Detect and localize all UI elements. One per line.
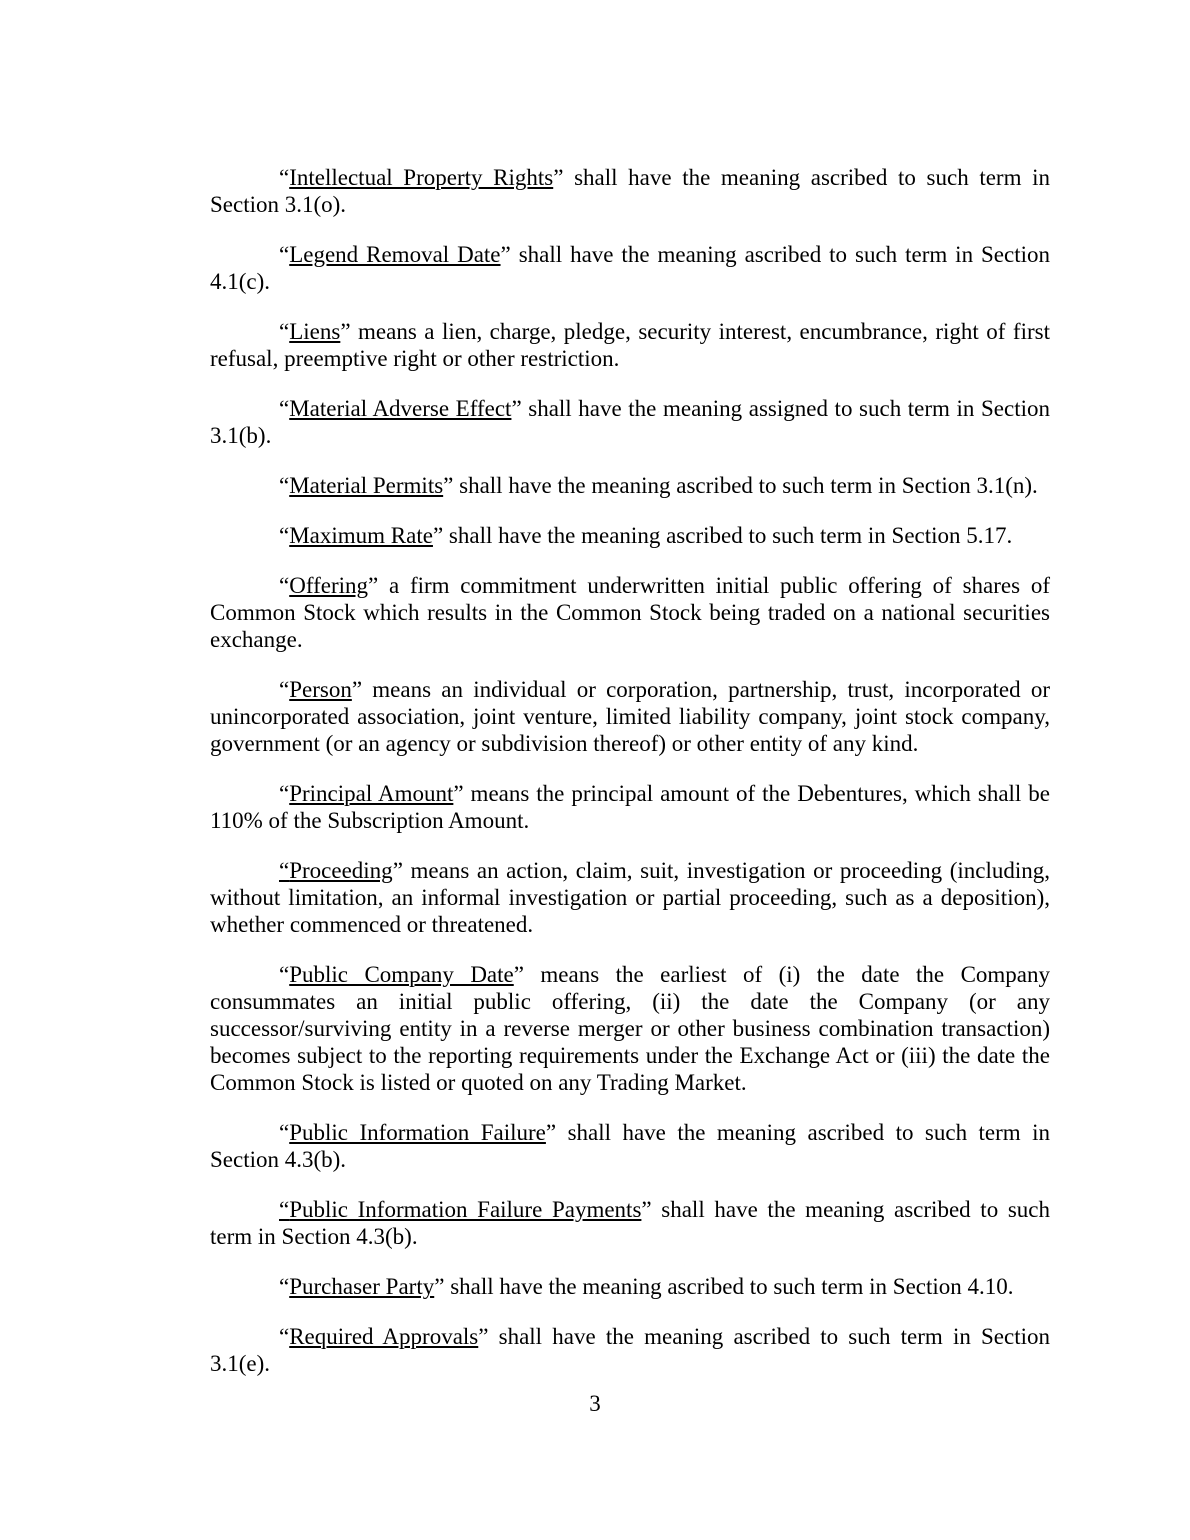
- definition-paragraph: [210, 572, 1050, 653]
- definition-paragraph: [210, 241, 1050, 295]
- definition-text: means an individual or corporation, partnership, trust, incorporated or unincorporated association, joint venture, limited liability company, joint stock company, government (or an agency or subdivision thereof) or other entity of any kind.: [210, 677, 1050, 756]
- definition-text: means an action, claim, suit, investigation or proceeding (including, without limitation, an informal investigation or partial proceeding, such as a deposition), whether commenced or threatened.: [210, 858, 1050, 937]
- open-quote: “: [279, 858, 290, 883]
- definition-text: shall have the meaning ascribed to such term in Section 3.1(o).: [210, 165, 1050, 217]
- open-quote: “: [279, 1197, 290, 1222]
- definition-text: a firm commitment underwritten initial public offering of shares of Common Stock which results in the Common Stock being traded on a national securities exchange.: [210, 573, 1050, 652]
- close-quote: ”: [545, 1120, 557, 1145]
- close-quote: ”: [340, 319, 351, 344]
- definition-paragraph: [210, 1119, 1050, 1173]
- definition-text: shall have the meaning ascribed to such term in Section 4.3(b).: [210, 1197, 1051, 1249]
- close-quote: ”: [511, 396, 522, 421]
- close-quote: ”: [443, 473, 454, 498]
- open-quote: “: [279, 1120, 290, 1145]
- definition-paragraph: [210, 1273, 1050, 1300]
- close-quote: ”: [392, 858, 403, 883]
- close-quote: ”: [500, 242, 511, 267]
- defined-term: Material Adverse Effect: [289, 396, 512, 421]
- open-quote: “: [279, 1324, 290, 1349]
- definition-text: means the principal amount of the Debentures, which shall be 110% of the Subscription Amount.: [210, 781, 1050, 833]
- definition-paragraph: [210, 1323, 1050, 1377]
- defined-term: Liens: [289, 319, 341, 344]
- page-number: 3: [589, 1391, 601, 1416]
- document-body: [210, 164, 1050, 1377]
- definition-text: shall have the meaning ascribed to such term in Section 3.1(e).: [210, 1324, 1050, 1376]
- close-quote: ”: [513, 962, 524, 987]
- defined-term: Public Company Date: [289, 962, 514, 987]
- definition-paragraph: [210, 472, 1050, 499]
- open-quote: “: [279, 1274, 290, 1299]
- defined-term: Legend Removal Date: [289, 242, 501, 267]
- open-quote: “: [279, 165, 290, 190]
- definition-text: shall have the meaning ascribed to such term in Section 4.3(b).: [210, 1120, 1050, 1172]
- close-quote: ”: [351, 677, 363, 702]
- close-quote: ”: [453, 781, 464, 806]
- open-quote: “: [279, 677, 290, 702]
- definition-paragraph: [210, 395, 1050, 449]
- open-quote: “: [279, 319, 290, 344]
- defined-term: Offering: [289, 573, 368, 598]
- defined-term: Person: [289, 677, 352, 702]
- defined-term: Intellectual Property Rights: [289, 165, 554, 190]
- defined-term: Public Information Failure Payments: [289, 1197, 642, 1222]
- definition-paragraph: [210, 1196, 1050, 1250]
- open-quote: “: [279, 781, 290, 806]
- definition-text: shall have the meaning ascribed to such term in Section 4.10.: [444, 1274, 1014, 1299]
- definition-paragraph: [210, 676, 1050, 757]
- defined-term: Maximum Rate: [289, 523, 433, 548]
- open-quote: “: [279, 473, 290, 498]
- close-quote: ”: [368, 573, 379, 598]
- definition-paragraph: [210, 318, 1050, 372]
- defined-term: Proceeding: [289, 858, 393, 883]
- definition-text: shall have the meaning assigned to such term in Section 3.1(b).: [210, 396, 1050, 448]
- open-quote: “: [279, 242, 290, 267]
- defined-term: Required Approvals: [289, 1324, 479, 1349]
- definition-paragraph: [210, 780, 1050, 834]
- close-quote: ”: [434, 1274, 445, 1299]
- definition-text: shall have the meaning ascribed to such term in Section 5.17.: [443, 523, 1013, 548]
- definition-paragraph: [210, 164, 1050, 218]
- definition-text: means the earliest of (i) the date the Company consummates an initial public offering, (ii) the date the Company (or any successor/surviving entity in a reverse merger or other business combination transaction) becomes subject to the reporting requirements under the Exchange Act or (iii) the date the Common Stock is listed or quoted on any Trading Market.: [210, 962, 1051, 1095]
- open-quote: “: [279, 396, 290, 421]
- close-quote: ”: [553, 165, 564, 190]
- definition-text: shall have the meaning ascribed to such term in Section 4.1(c).: [210, 242, 1051, 294]
- open-quote: “: [279, 573, 290, 598]
- defined-term: Material Permits: [289, 473, 444, 498]
- close-quote: ”: [432, 523, 444, 548]
- open-quote: “: [279, 523, 290, 548]
- definition-paragraph: [210, 961, 1050, 1096]
- close-quote: ”: [478, 1324, 489, 1349]
- page-footer: [0, 1390, 1190, 1417]
- defined-term: Public Information Failure: [289, 1120, 546, 1145]
- definition-text: means a lien, charge, pledge, security interest, encumbrance, right of first refusal, preemptive right or other restriction.: [210, 319, 1050, 371]
- defined-term: Purchaser Party: [289, 1274, 435, 1299]
- defined-term: Principal Amount: [289, 781, 454, 806]
- close-quote: ”: [641, 1197, 652, 1222]
- definition-paragraph: [210, 522, 1050, 549]
- open-quote: “: [279, 962, 290, 987]
- definition-paragraph: [210, 857, 1050, 938]
- definition-text: shall have the meaning ascribed to such term in Section 3.1(n).: [453, 473, 1038, 498]
